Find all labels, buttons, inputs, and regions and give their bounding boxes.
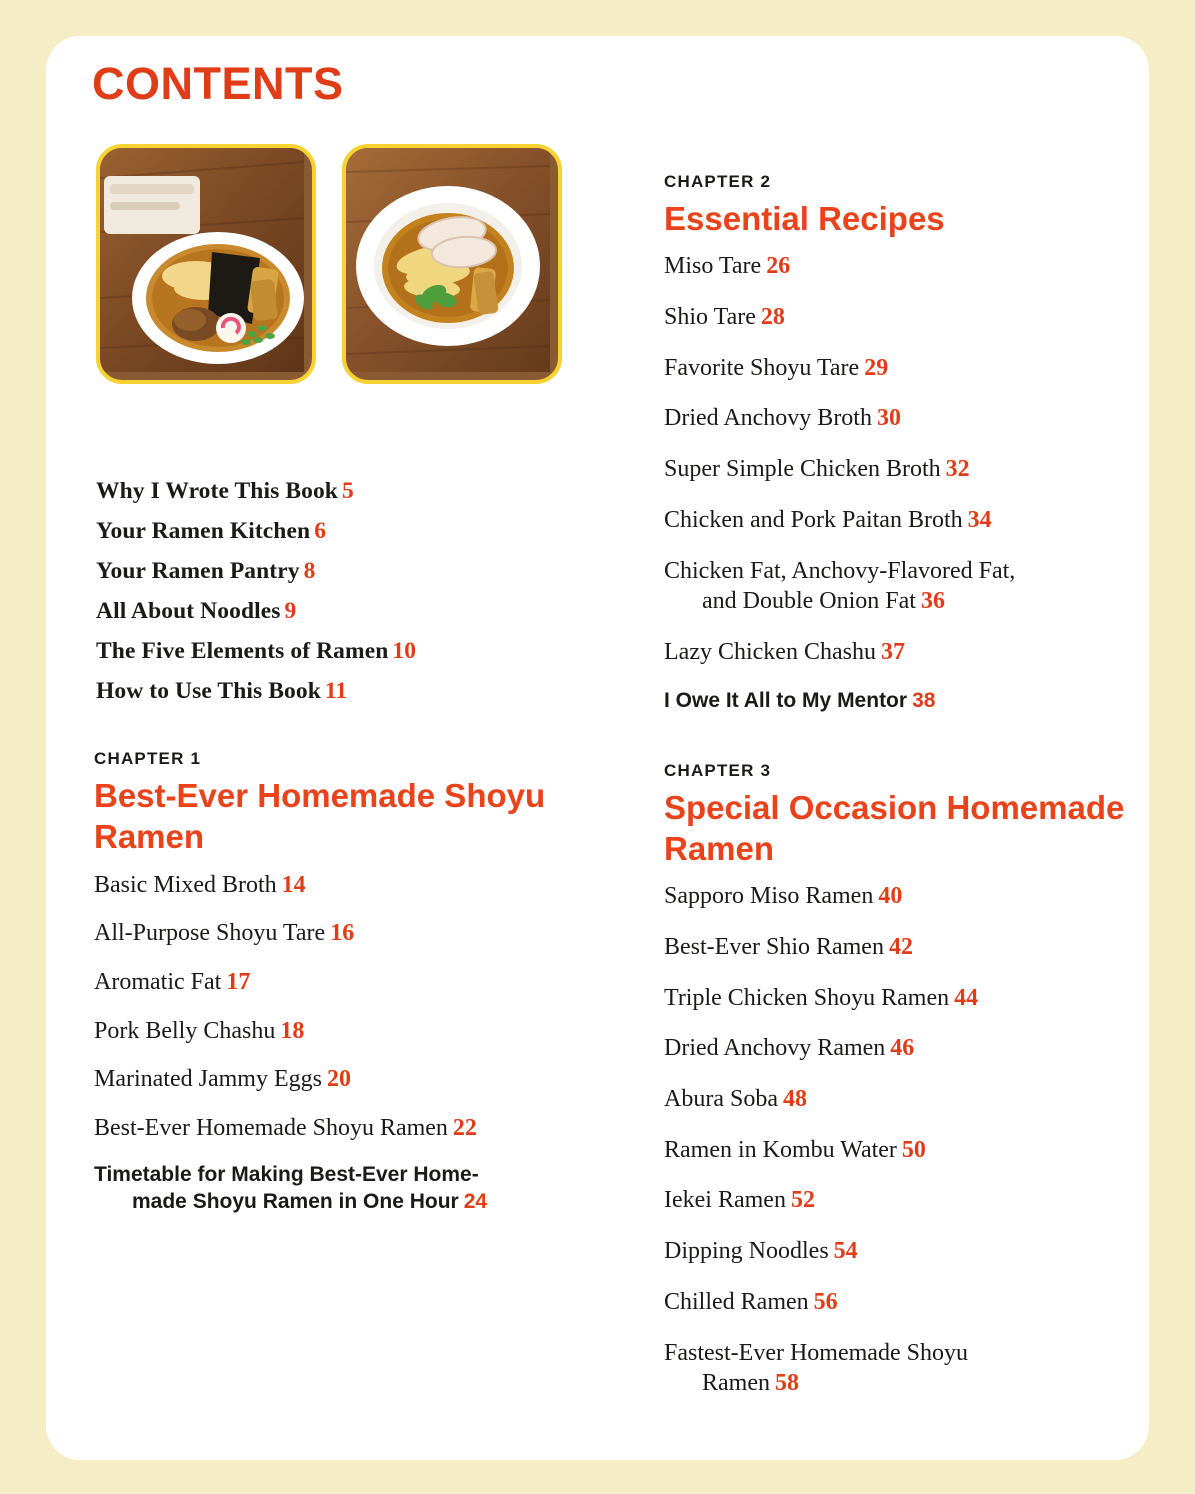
toc-entry-title: Best-Ever Homemade Shoyu Ramen bbox=[94, 1115, 448, 1142]
toc-entry-title: Your Ramen Kitchen bbox=[96, 518, 311, 544]
toc-entry-title: All About Noodles bbox=[96, 598, 281, 624]
toc-entry-page: 34 bbox=[967, 506, 992, 533]
toc-entry[interactable] bbox=[664, 688, 1182, 715]
toc-entry-page: 40 bbox=[878, 883, 903, 910]
toc-entry[interactable] bbox=[664, 454, 1182, 485]
toc-entry-title-line2: Ramen bbox=[702, 1370, 770, 1397]
toc-entry-page: 37 bbox=[880, 639, 905, 665]
toc-entry-page: 10 bbox=[392, 638, 417, 664]
left-column bbox=[92, 144, 602, 1234]
chapter-title: Special Occasion Homemade Ramen bbox=[664, 788, 1125, 867]
toc-entry[interactable] bbox=[664, 983, 1182, 1014]
toc-entry-title: Ramen in Kombu Water bbox=[664, 1136, 897, 1163]
toc-entry[interactable] bbox=[664, 1338, 1182, 1399]
chapter-title: Essential Recipes bbox=[664, 200, 945, 237]
toc-entry-page: 32 bbox=[945, 456, 970, 483]
toc-entry[interactable] bbox=[96, 478, 602, 505]
toc-entry-title: Abura Soba bbox=[664, 1085, 778, 1112]
toc-entry[interactable] bbox=[664, 1236, 1182, 1267]
chapter-kicker: CHAPTER 3 bbox=[664, 760, 772, 780]
toc-entry[interactable] bbox=[664, 637, 1182, 668]
contents-page-inner bbox=[90, 58, 1125, 1440]
toc-entry[interactable] bbox=[94, 967, 602, 998]
toc-entry-title: Lazy Chicken Chashu bbox=[664, 639, 876, 665]
toc-entry-title: How to Use This Book bbox=[96, 678, 321, 704]
toc-entry-title: Aromatic Fat bbox=[94, 968, 222, 995]
book-page bbox=[46, 36, 1149, 1460]
toc-entry[interactable] bbox=[664, 505, 1182, 536]
toc-entry-title: Miso Tare bbox=[664, 253, 762, 280]
toc-entry-title: Marinated Jammy Eggs bbox=[94, 1066, 322, 1093]
chapter-1-block bbox=[92, 749, 602, 1216]
toc-entry-title: Dipping Noodles bbox=[664, 1238, 829, 1265]
toc-entry[interactable] bbox=[664, 403, 1182, 434]
toc-entry-page: 9 bbox=[284, 598, 297, 624]
toc-entry-title: Triple Chicken Shoyu Ramen bbox=[664, 984, 950, 1011]
toc-entry-title: The Five Elements of Ramen bbox=[96, 638, 389, 664]
toc-entry[interactable] bbox=[96, 638, 602, 665]
toc-entry-title: Favorite Shoyu Tare bbox=[664, 354, 860, 381]
toc-entry-page: 46 bbox=[890, 1035, 915, 1062]
chapter-kicker: CHAPTER 1 bbox=[94, 749, 202, 768]
toc-entry-page: 26 bbox=[766, 253, 791, 280]
toc-entry[interactable] bbox=[96, 518, 602, 545]
toc-entry[interactable] bbox=[94, 1064, 602, 1095]
toc-entry-page: 48 bbox=[782, 1085, 807, 1112]
toc-entry-page: 29 bbox=[864, 354, 889, 381]
toc-entry-page: 14 bbox=[281, 871, 306, 898]
toc-entry-title: Sapporo Miso Ramen bbox=[664, 883, 874, 910]
toc-entry[interactable] bbox=[94, 918, 602, 949]
toc-entry-page: 28 bbox=[760, 303, 785, 330]
toc-entry-page: 58 bbox=[774, 1370, 799, 1397]
toc-entry-page: 30 bbox=[876, 405, 901, 432]
toc-entry-title-line2: and Double Onion Fat bbox=[702, 588, 916, 615]
toc-entry-page: 22 bbox=[452, 1115, 477, 1142]
toc-entry-title-line1: Chicken Fat, Anchovy-Flavored Fat, bbox=[664, 557, 1016, 584]
toc-entry-page: 54 bbox=[833, 1238, 858, 1265]
toc-entry[interactable] bbox=[96, 558, 602, 585]
toc-entry-title: All-Purpose Shoyu Tare bbox=[94, 920, 326, 947]
toc-entry[interactable] bbox=[94, 1113, 602, 1144]
toc-entry[interactable] bbox=[96, 678, 602, 705]
toc-entry-title: Your Ramen Pantry bbox=[96, 558, 300, 584]
toc-entry-title: Iekei Ramen bbox=[664, 1187, 786, 1214]
right-column bbox=[662, 172, 1182, 1419]
toc-entry-page: 20 bbox=[326, 1066, 351, 1093]
toc-entry-page: 42 bbox=[888, 933, 913, 960]
toc-entry[interactable] bbox=[664, 251, 1182, 282]
toc-entry[interactable] bbox=[664, 1084, 1182, 1115]
toc-entry-page: 24 bbox=[463, 1189, 488, 1213]
toc-entry[interactable] bbox=[664, 353, 1182, 384]
photo-row bbox=[96, 144, 602, 384]
toc-entry-page: 8 bbox=[303, 558, 316, 584]
toc-entry-title: Pork Belly Chashu bbox=[94, 1017, 276, 1044]
toc-entry-title: Why I Wrote This Book bbox=[96, 478, 338, 504]
toc-entry[interactable] bbox=[664, 1033, 1182, 1064]
toc-entry-title-line1: Fastest-Ever Homemade Shoyu bbox=[664, 1339, 968, 1366]
toc-entry[interactable] bbox=[94, 1162, 602, 1216]
toc-entry-title: Dried Anchovy Broth bbox=[664, 405, 872, 432]
toc-entry-page: 52 bbox=[790, 1187, 815, 1214]
toc-entry-page: 56 bbox=[813, 1288, 838, 1315]
toc-entry-title: Best-Ever Shio Ramen bbox=[664, 933, 884, 960]
front-matter-list bbox=[96, 478, 602, 705]
chapter-kicker: CHAPTER 2 bbox=[664, 172, 772, 191]
toc-entry[interactable] bbox=[664, 932, 1182, 963]
toc-entry-title: Chilled Ramen bbox=[664, 1288, 809, 1315]
toc-entry-page: 17 bbox=[226, 968, 251, 995]
page-title: CONTENTS bbox=[92, 58, 344, 109]
toc-entry[interactable] bbox=[664, 556, 1182, 617]
toc-entry[interactable] bbox=[664, 302, 1182, 333]
toc-entry-title-line1: Timetable for Making Best-Ever Home- bbox=[94, 1162, 479, 1186]
toc-entry-page: 6 bbox=[314, 518, 327, 544]
toc-entry-page: 5 bbox=[341, 478, 354, 504]
toc-entry-page: 50 bbox=[901, 1136, 926, 1163]
contents-columns bbox=[90, 144, 1125, 1440]
toc-entry-title: Basic Mixed Broth bbox=[94, 871, 277, 898]
toc-entry[interactable] bbox=[664, 881, 1182, 912]
toc-entry[interactable] bbox=[94, 1016, 602, 1047]
ramen-bowl-with-nori-photo bbox=[96, 144, 316, 384]
toc-entry[interactable] bbox=[664, 1185, 1182, 1216]
toc-entry-page: 36 bbox=[920, 588, 945, 615]
toc-entry-page: 18 bbox=[280, 1017, 305, 1044]
toc-entry-title: Chicken and Pork Paitan Broth bbox=[664, 506, 963, 533]
toc-entry[interactable] bbox=[96, 598, 602, 625]
chicken-ramen-bowl-photo bbox=[342, 144, 562, 384]
chapter-2-block bbox=[662, 172, 1182, 715]
toc-entry[interactable] bbox=[664, 1135, 1182, 1166]
toc-entry-title: I Owe It All to My Mentor bbox=[664, 688, 908, 712]
toc-entry-title: Dried Anchovy Ramen bbox=[664, 1035, 886, 1062]
toc-entry-title: Shio Tare bbox=[664, 303, 756, 330]
toc-entry-title-line2: made Shoyu Ramen in One Hour bbox=[132, 1189, 459, 1213]
toc-entry-title: Super Simple Chicken Broth bbox=[664, 456, 941, 483]
chapter-title: Best-Ever Homemade Shoyu Ramen bbox=[94, 777, 546, 856]
toc-entry[interactable] bbox=[94, 870, 602, 901]
toc-entry-page: 44 bbox=[954, 984, 979, 1011]
toc-entry-page: 11 bbox=[324, 678, 348, 704]
toc-entry-page: 16 bbox=[330, 920, 355, 947]
toc-entry[interactable] bbox=[664, 1287, 1182, 1318]
toc-entry-page: 38 bbox=[912, 688, 936, 712]
chapter-3-block bbox=[662, 761, 1182, 1399]
